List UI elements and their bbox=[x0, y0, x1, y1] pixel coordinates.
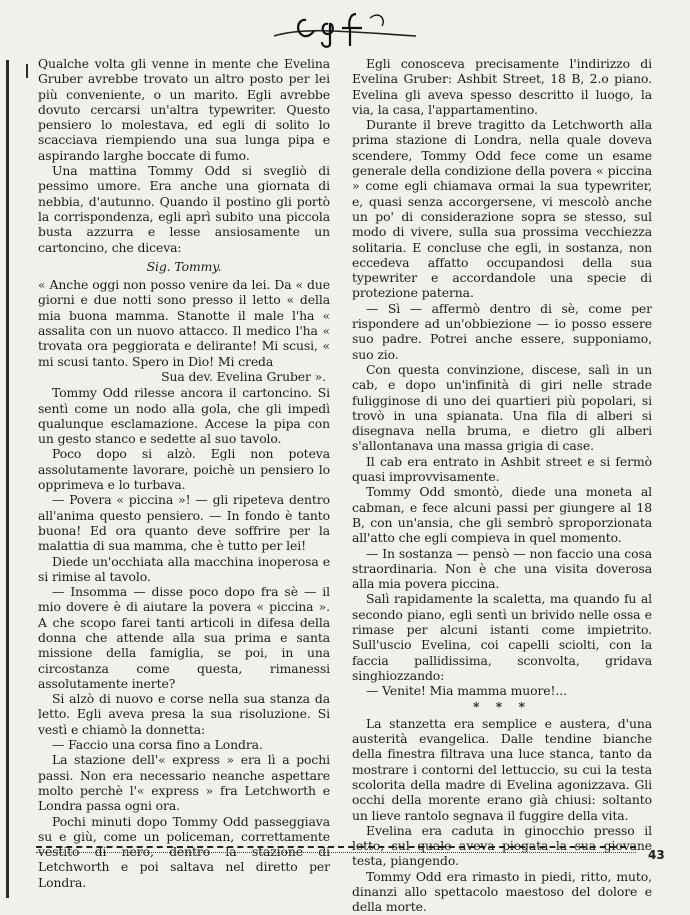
paragraph: Qualche volta gli venne in mente che Evelina Gruber avrebbe trovato un altro posto per lei più conveniente, o un marito. Egli avrebbe dovuto cercarsi un'altra typewriter. Questo pensiero lo molestava, ed egli di solito lo scacciava riempiendo una sua lunga pipa e aspirando larghe boccate di fumo. bbox=[38, 56, 330, 163]
paragraph: La stanzetta era semplice e austera, d'una austerità evangelica. Dalle tendine bianche della finestra filtrava una luce stanca, tanto da mostrare i contorni del lettuccio, su cui la testa scolorita della madre di Evelina agonizzava. Gli occhi della morente erano già chiusi: soltanto un lieve rantolo segnava il fuggire della vita. bbox=[352, 715, 652, 823]
paragraph: — Povera « piccina »! — gli ripeteva dentro all'anima questo pensiero. — In fondo è tanto buona! Ed ora quanto deve soffrire per la malattia di sua mamma, che è tutto per lei! bbox=[38, 492, 330, 554]
paragraph: — Faccio una corsa fino a Londra. bbox=[52, 737, 263, 753]
paragraph: La stazione dell'« express » era lì a pochi passi. Non era necessario neanche aspettare molto perchè l'« express » fra Letchworth e Londra passa ogni ora. bbox=[38, 752, 330, 814]
paragraph: Il cab era entrato in Ashbit street e si fermò quasi improvvisamente. bbox=[352, 453, 652, 485]
header-ornament-icon bbox=[270, 6, 420, 48]
left-margin-tick bbox=[26, 64, 28, 78]
paragraph: Evelina era caduta in ginocchio presso il letto, sul quale aveva piegata la sua giovane testa, piangendo. bbox=[352, 822, 652, 869]
paragraph: Con questa convinzione, discese, salì in un cab, e dopo un'infinità di giri nelle strade fuligginose di uno dei quartieri più popolari, si trovò in una spianata. Una fila di alberi si disegnava nella bruma, e dietro gli alberi s'allontanava una massa grigia di case. bbox=[352, 361, 652, 454]
paragraph: Poco dopo si alzò. Egli non poteva assolutamente lavorare, poichè un pensiero lo opprimeva e lo turbava. bbox=[38, 446, 330, 493]
letter-salutation: Sig. Tommy. bbox=[146, 258, 222, 274]
paragraph: Tommy Odd smontò, diede una moneta al cabman, e fece alcuni passi per giungere al 18 B, con un'ansia, che gli sembrò sproporzionata all'atto che egli compieva in quel momento. bbox=[352, 484, 652, 546]
paragraph: Diede un'occhiata alla macchina inoperosa e si rimise al tavolo. bbox=[38, 553, 330, 584]
page-number: 43 bbox=[648, 848, 665, 862]
paragraph: — In sostanza — pensò — non faccio una cosa straordinaria. Non è che una visita doverosa alla mia povera piccina. bbox=[352, 545, 652, 592]
paragraph: Una mattina Tommy Odd si svegliò di pessimo umore. Era anche una giornata di nebbia, d'autunno. Quando il postino gli portò la corrispondenza, egli aprì subito una piccola busta azzurra e lesse ansiosamente un cartoncino, che diceva: bbox=[38, 163, 330, 255]
right-column bbox=[352, 56, 652, 915]
letter-signature: Sua dev. Evelina Gruber ». bbox=[161, 368, 326, 384]
paragraph: Egli conosceva precisamente l'indirizzo di Evelina Gruber: Ashbit Street, 18 B, 2.o piano. Evelina gli aveva spesso descritto il luogo, la via, la casa, l'appartamentino. bbox=[352, 56, 652, 117]
paragraph: Si alzò di nuovo e corse nella sua stanza da letto. Egli aveva presa la sua risoluzione. Si vestì e chiamò la donnetta: bbox=[38, 691, 330, 737]
left-margin-rule bbox=[6, 60, 9, 898]
paragraph: — Insomma — disse poco dopo fra sè — il mio dovere è di aiutare la povera « piccina ». A che scopo farei tanti articoli in difesa della donna che attende alla sua prima e santa missione della famiglia, se poi, in una circostanza come questa, rimanessi assolutamente inerte? bbox=[38, 584, 330, 691]
paragraph: Tommy Odd era rimasto in piedi, ritto, muto, dinanzi allo spettacolo maestoso del dolore e della morte. bbox=[352, 868, 652, 915]
paragraph: Tommy Odd rilesse ancora il cartoncino. Si sentì come un nodo alla gola, che gli impedì qualunque esclamazione. Accese la pipa con un gesto stanco e sedette al suo tavolo. bbox=[38, 385, 330, 447]
paragraph: Pochi minuti dopo Tommy Odd passeggiava su e giù, come un policeman, correttamente vestito di nero, dentro la stazione di Letchworth e poi saltava nel diretto per Londra. bbox=[38, 813, 330, 890]
paragraph: — Sì — affermò dentro di sè, come per rispondere ad un'obbiezione — io posso essere suo padre. Potrei anche essere, supponiamo, suo zio. bbox=[352, 300, 652, 362]
paragraph: Durante il breve tragitto da Letchworth alla prima stazione di Londra, nella quale doveva scendere, Tommy Odd fece come un esame generale della condizione della povera « piccina » come egli chiamava ormai la sua typewriter, e, quasi senza accorgersene, vi mescolò anche un po' di considerazione sopra se stesso, sul modo di vivere, sulla sua prossima vecchiezza solitaria. E concluse che egli, in sostanza, non eccedeva affatto occupandosi della sua typewriter e accordandole una specie di protezione paterna. bbox=[352, 117, 652, 301]
left-column bbox=[38, 56, 330, 890]
footer-rule bbox=[36, 846, 636, 853]
paragraph: Salì rapidamente la scaletta, ma quando fu al secondo piano, egli sentì un brivido nelle ossa e rimase per alcuni istanti come impietrito. Sull'uscio Evelina, coi capelli sciolti, con la faccia pallidissima, sconvolta, gridava singhiozzando: bbox=[352, 591, 652, 683]
paragraph: — Venite! Mia mamma muore!... bbox=[366, 683, 567, 699]
letter-body: « Anche oggi non posso venire da lei. Da « due giorni e due notti sono presso il letto « della mia buona mamma. Stanotte il male l'ha « assalita con un nuovo attacco. Il medico l'ha « trovata ora peggiorata e delirante! Mi scusi, « mi scusi tanto. Spero in Dio! Mi creda bbox=[38, 277, 330, 369]
section-break: * * * bbox=[472, 699, 532, 715]
